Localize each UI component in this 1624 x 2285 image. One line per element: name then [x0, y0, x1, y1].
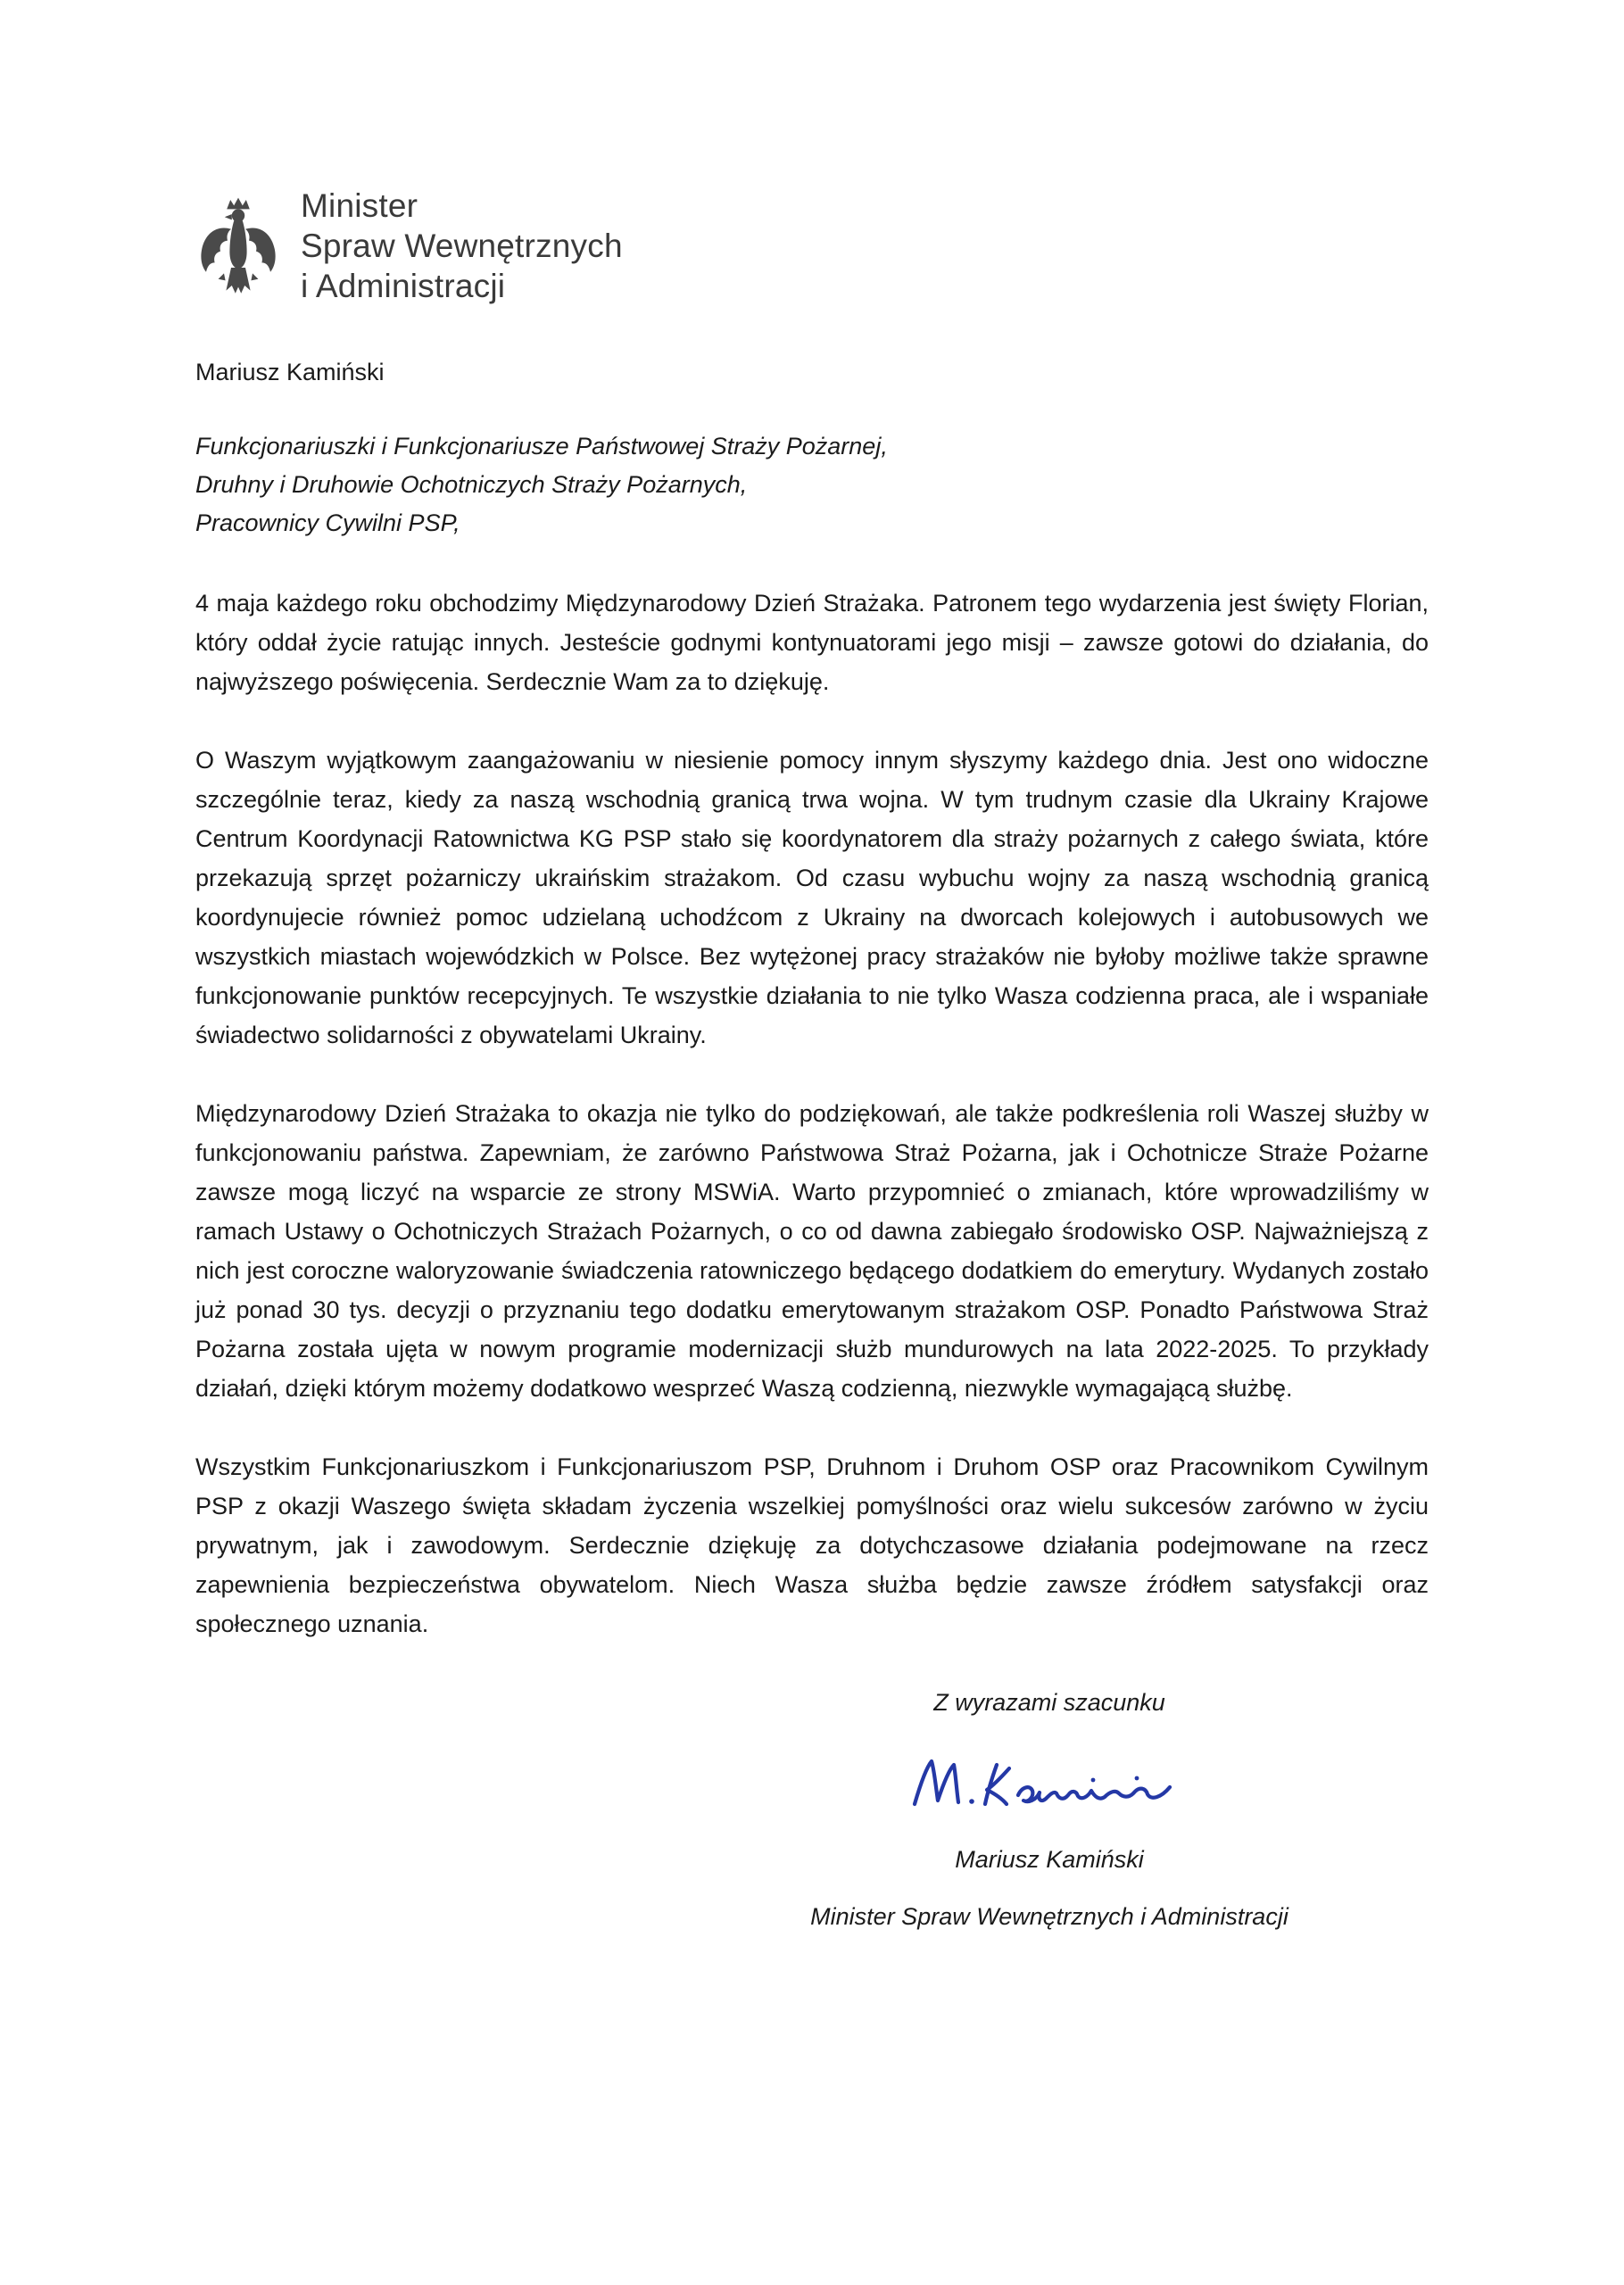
paragraph-2: O Waszym wyjątkowym zaangażowaniu w niesienie pomocy innym słyszymy każdego dnia. Jest ono widoczne szczególnie teraz, kiedy za naszą wschodnią granicą trwa wojna. W tym trudnym czasie dla Ukrainy Krajowe Centrum Koordynacji Ratownictwa KG PSP stało się koordynatorem dla straży pożarnych z całego świata, które przekazują sprzęt pożarniczy ukraińskim strażakom. Od czasu wybuchu wojny za naszą wschodnią granicą koordynujecie również pomoc udzielaną uchodźcom z Ukrainy na dworcach kolejowych i autobusowych we wszystkich miastach wojewódzkich w Polsce. Bez wytężonej pracy strażaków nie byłoby możliwe także sprawne funkcjonowanie punktów recepcyjnych. Te wszystkie działania to nie tylko Wasza codzienna praca, ale i wspaniałe świadectwo solidarności z obywatelami Ukrainy.	[195, 747, 1429, 1048]
letter-body	[195, 584, 1429, 1643]
ministry-line-1: Minister	[301, 187, 418, 224]
signer-name: Mariusz Kamiński	[955, 1846, 1144, 1873]
closing-block	[670, 1686, 1429, 1933]
signer-title: Minister Spraw Wewnętrznych i Administracji	[810, 1903, 1288, 1930]
ministry-line-3: i Administracji	[301, 268, 506, 304]
paragraph-3: Międzynarodowy Dzień Strażaka to okazja nie tylko do podziękowań, ale także podkreślenia roli Waszej służby w funkcjonowaniu państwa. Zapewniam, że zarówno Państwowa Straż Pożarna, jak i Ochotnicze Straże Pożarne zawsze mogą liczyć na wsparcie ze strony MSWiA. Warto przypomnieć o zmianach, które wprowadziliśmy w ramach Ustawy o Ochotniczych Strażach Pożarnych, o co od dawna zabiegało środowisko OSP. Najważniejszą z nich jest coroczne waloryzowanie świadczenia ratowniczego będącego dodatkiem do emerytury. Wydanych zostało już ponad 30 tys. decyzji o przyznaniu tego dodatku emerytowanym strażakom OSP. Ponadto Państwowa Straż Pożarna została ujęta w nowym programie modernizacji służb mundurowych na lata 2022-2025. To przykłady działań, dzięki którym możemy dodatkowo wesprzeć Waszą codzienną, niezwykle wymagającą służbę.	[195, 1100, 1429, 1402]
salutation	[195, 427, 1429, 542]
sender-name: Mariusz Kamiński	[195, 359, 385, 385]
paragraph-1: 4 maja każdego roku obchodzimy Międzynarodowy Dzień Strażaka. Patronem tego wydarzenia jest święty Florian, który oddał życie ratując innych. Jesteście godnymi kontynuatorami jego misji – zawsze gotowi do działania, do najwyższego poświęcenia. Serdecznie Wam za to dziękuję.	[195, 590, 1429, 695]
ministry-name	[301, 186, 623, 306]
paragraph-4: Wszystkim Funkcjonariuszkom i Funkcjonariuszom PSP, Druhnom i Druhom OSP oraz Pracownikom Cywilnym PSP z okazji Waszego święta składam życzenia wszelkiej pomyślności oraz wielu sukcesów zarówno w życiu prywatnym, jak i zawodowym. Serdecznie dziękuję za dotychczasowe działania podejmowane na rzecz zapewnienia bezpieczeństwa obywatelom. Niech Wasza służba będzie zawsze źródłem satysfakcji oraz społecznego uznania.	[195, 1453, 1429, 1637]
valediction: Z wyrazami szacunku	[933, 1689, 1165, 1716]
salutation-line-3: Pracownicy Cywilni PSP,	[195, 509, 460, 536]
salutation-line-2: Druhny i Druhowie Ochotniczych Straży Pożarnych,	[195, 471, 748, 498]
letterhead	[195, 186, 1429, 306]
salutation-line-1: Funkcjonariuszki i Funkcjonariusze Państwowej Straży Pożarnej,	[195, 433, 888, 459]
ministry-line-2: Spraw Wewnętrznych	[301, 228, 623, 264]
polish-eagle-icon	[195, 190, 281, 302]
handwritten-signature	[670, 1742, 1429, 1831]
